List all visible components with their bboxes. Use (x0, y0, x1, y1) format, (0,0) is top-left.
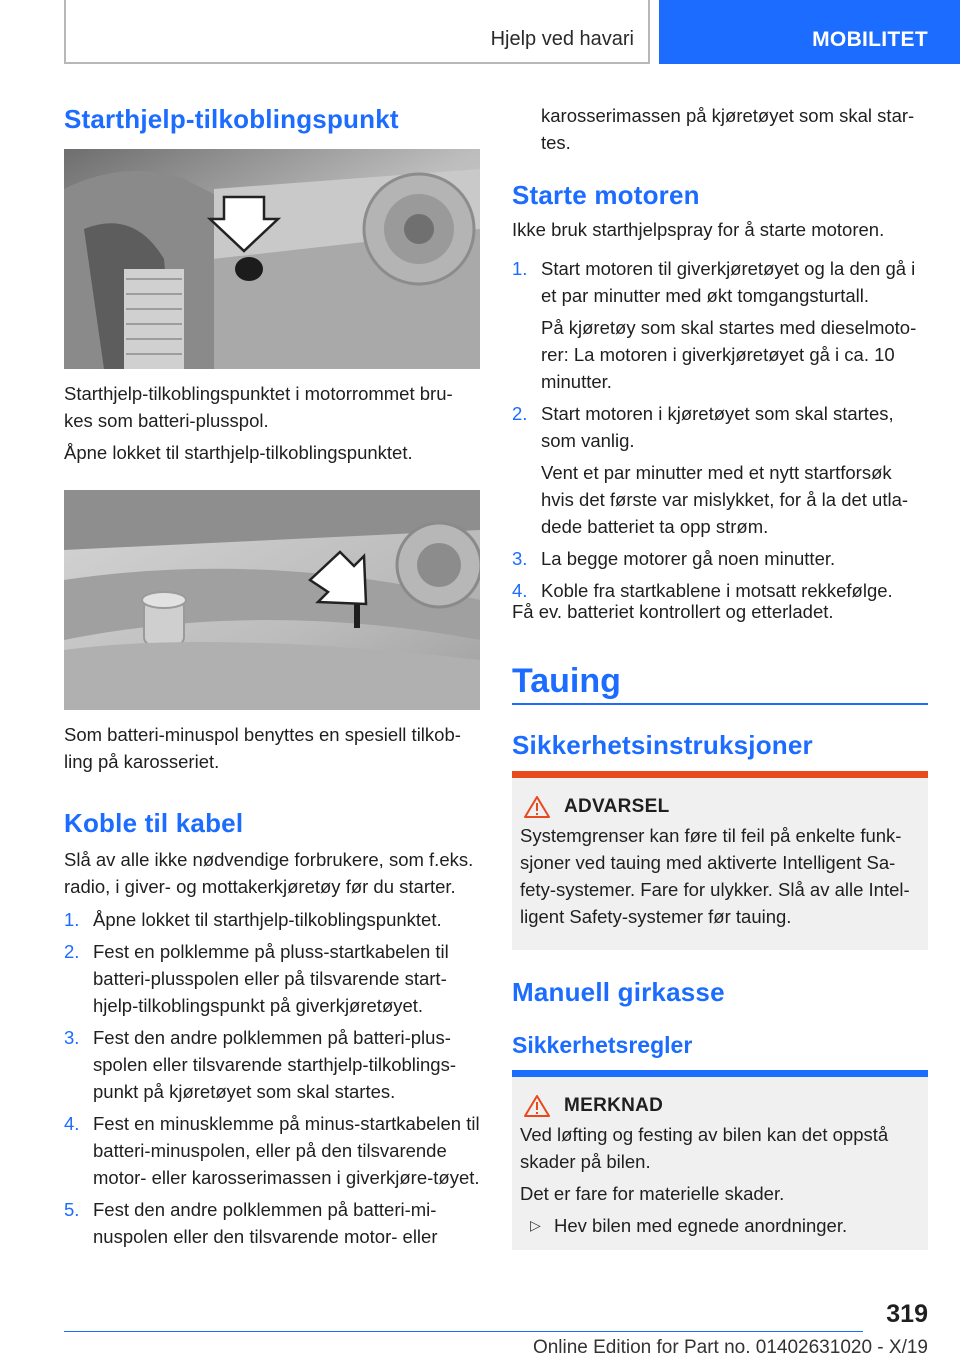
bullet-text: Hev bilen med egnede anordninger. (554, 1215, 848, 1236)
step-extra-text: Vent et par minutter med et nytt startforsøk hvis det første var mislykket, for å la det utla-dede batteriet ta opp strøm. (541, 462, 909, 537)
paragraph-plus-pole: Starthjelp-tilkoblingspunktet i motorrommet bru-kes som batteri-plusspol. (64, 383, 453, 431)
list-item (512, 255, 928, 395)
notice-bullet (520, 1212, 920, 1239)
paragraph-switch-off: Slå av alle ikke nødvendige forbrukere, som f.eks. radio, i giver- og mottakerkjøretøy før du starter. (64, 849, 474, 897)
engine-bay-plus-photo (64, 149, 480, 369)
step-number: 4. (64, 1113, 80, 1134)
heading-manual-gearbox: Manuell girkasse (512, 977, 725, 1007)
notice-box (512, 1070, 928, 1250)
header-section-tab (659, 0, 960, 64)
step-number: 5. (64, 1199, 80, 1220)
heading-jump-start-point: Starthjelp-tilkoblingspunkt (64, 104, 399, 134)
step-text: La begge motorer gå noen minutter. (541, 548, 836, 569)
connect-cable-steps (64, 906, 480, 1250)
step-extra-text: På kjøretøy som skal startes med dieselmoto-rer: La motoren i giverkjøretøyet gå i ca. 10 minutter. (541, 317, 917, 392)
step-text: Åpne lokket til starthjelp-tilkoblingspunktet. (93, 909, 442, 930)
step-number: 3. (64, 1027, 80, 1048)
notice-text-2: Det er fare for materielle skader. (520, 1183, 785, 1204)
page-header (0, 0, 960, 64)
notice-header (512, 1077, 928, 1121)
warning-header (512, 778, 928, 822)
list-item (64, 1196, 480, 1250)
list-item (64, 906, 480, 933)
start-engine-steps (512, 255, 928, 604)
list-item (64, 1110, 480, 1191)
warning-triangle-icon (524, 795, 550, 819)
paragraph-check-battery: Få ev. batteriet kontrollert og etterladet. (512, 601, 834, 622)
engine-bay-minus-photo (64, 490, 480, 710)
step-number: 1. (512, 258, 528, 279)
warning-label: ADVARSEL (564, 796, 670, 817)
step-text: Koble fra startkablene i motsatt rekkefølge. (541, 580, 893, 601)
step-text: Fest den andre polklemmen på batteri-plus-spolen eller tilsvarende starthjelp-tilkoblings-punkt på kjøretøyet som skal startes. (93, 1027, 456, 1102)
continued-text: karosserimassen på kjøretøyet som skal star-tes. (541, 105, 915, 153)
step-number: 4. (512, 580, 528, 601)
paragraph-open-cover: Åpne lokket til starthjelp-tilkoblingspunktet. (64, 442, 413, 463)
notice-text-1: Ved løfting og festing av bilen kan det oppstå skader på bilen. (520, 1124, 889, 1172)
heading-start-engine: Starte motoren (512, 180, 700, 210)
header-title-box (64, 0, 650, 64)
warning-body (512, 822, 928, 940)
notice-body (512, 1121, 928, 1249)
warning-text: Systemgrenser kan føre til feil på enkelte funk-sjoner ved tauing med aktiverte Intelligent Sa-fety-systemer. Fare for ulykker. Slå av alle Intel-ligent Safety-systemer før tauing. (520, 825, 910, 927)
notice-bar (512, 1070, 928, 1077)
warning-box (512, 771, 928, 950)
step-text: Fest en minusklemme på minus-startkabelen til batteri-minuspolen, eller på den tilsvarende motor- eller karosserimassen i giverkjøre-tøyet. (93, 1113, 480, 1188)
paragraph-minus-pole: Som batteri-minuspol benyttes en spesiell tilkob-ling på karosseriet. (64, 724, 461, 772)
header-title: Hjelp ved havari (490, 28, 634, 50)
list-item (512, 545, 928, 572)
step-text: Fest en polklemme på pluss-startkabelen til batteri-plusspolen eller på tilsvarende start-hjelp-tilkoblingspunkt på giverkjøretøyet. (93, 941, 449, 1016)
towing-divider (512, 703, 928, 705)
notice-triangle-icon (524, 1094, 550, 1118)
list-item (64, 938, 480, 1019)
heading-connect-cable: Koble til kabel (64, 808, 244, 838)
paragraph-no-spray: Ikke bruk starthjelpspray for å starte motoren. (512, 219, 885, 240)
list-item (64, 1024, 480, 1105)
header-section-label: MOBILITET (812, 28, 928, 51)
list-item (512, 400, 928, 540)
step-number: 1. (64, 909, 80, 930)
warning-bar (512, 771, 928, 778)
page-number: 319 (886, 1300, 928, 1328)
notice-label: MERKNAD (564, 1095, 664, 1116)
footer-edition: Online Edition for Part no. 01402631020 - X/19 (532, 1337, 928, 1358)
step-text: Start motoren i kjøretøyet som skal startes, som vanlig. (541, 403, 894, 451)
step-number: 3. (512, 548, 528, 569)
bullet-arrow-icon: ▷ (530, 1217, 541, 1233)
heading-safety-rules: Sikkerhetsregler (512, 1032, 693, 1058)
heading-towing: Tauing (512, 662, 621, 700)
step-number: 2. (512, 403, 528, 424)
step-number: 2. (64, 941, 80, 962)
step-text: Fest den andre polklemmen på batteri-mi-nuspolen eller den tilsvarende motor- eller (93, 1199, 438, 1247)
heading-safety-instructions: Sikkerhetsinstruksjoner (512, 730, 813, 760)
step-text: Start motoren til giverkjøretøyet og la den gå i et par minutter med økt tomgangsturtall. (541, 258, 916, 306)
footer-divider (64, 1331, 863, 1332)
